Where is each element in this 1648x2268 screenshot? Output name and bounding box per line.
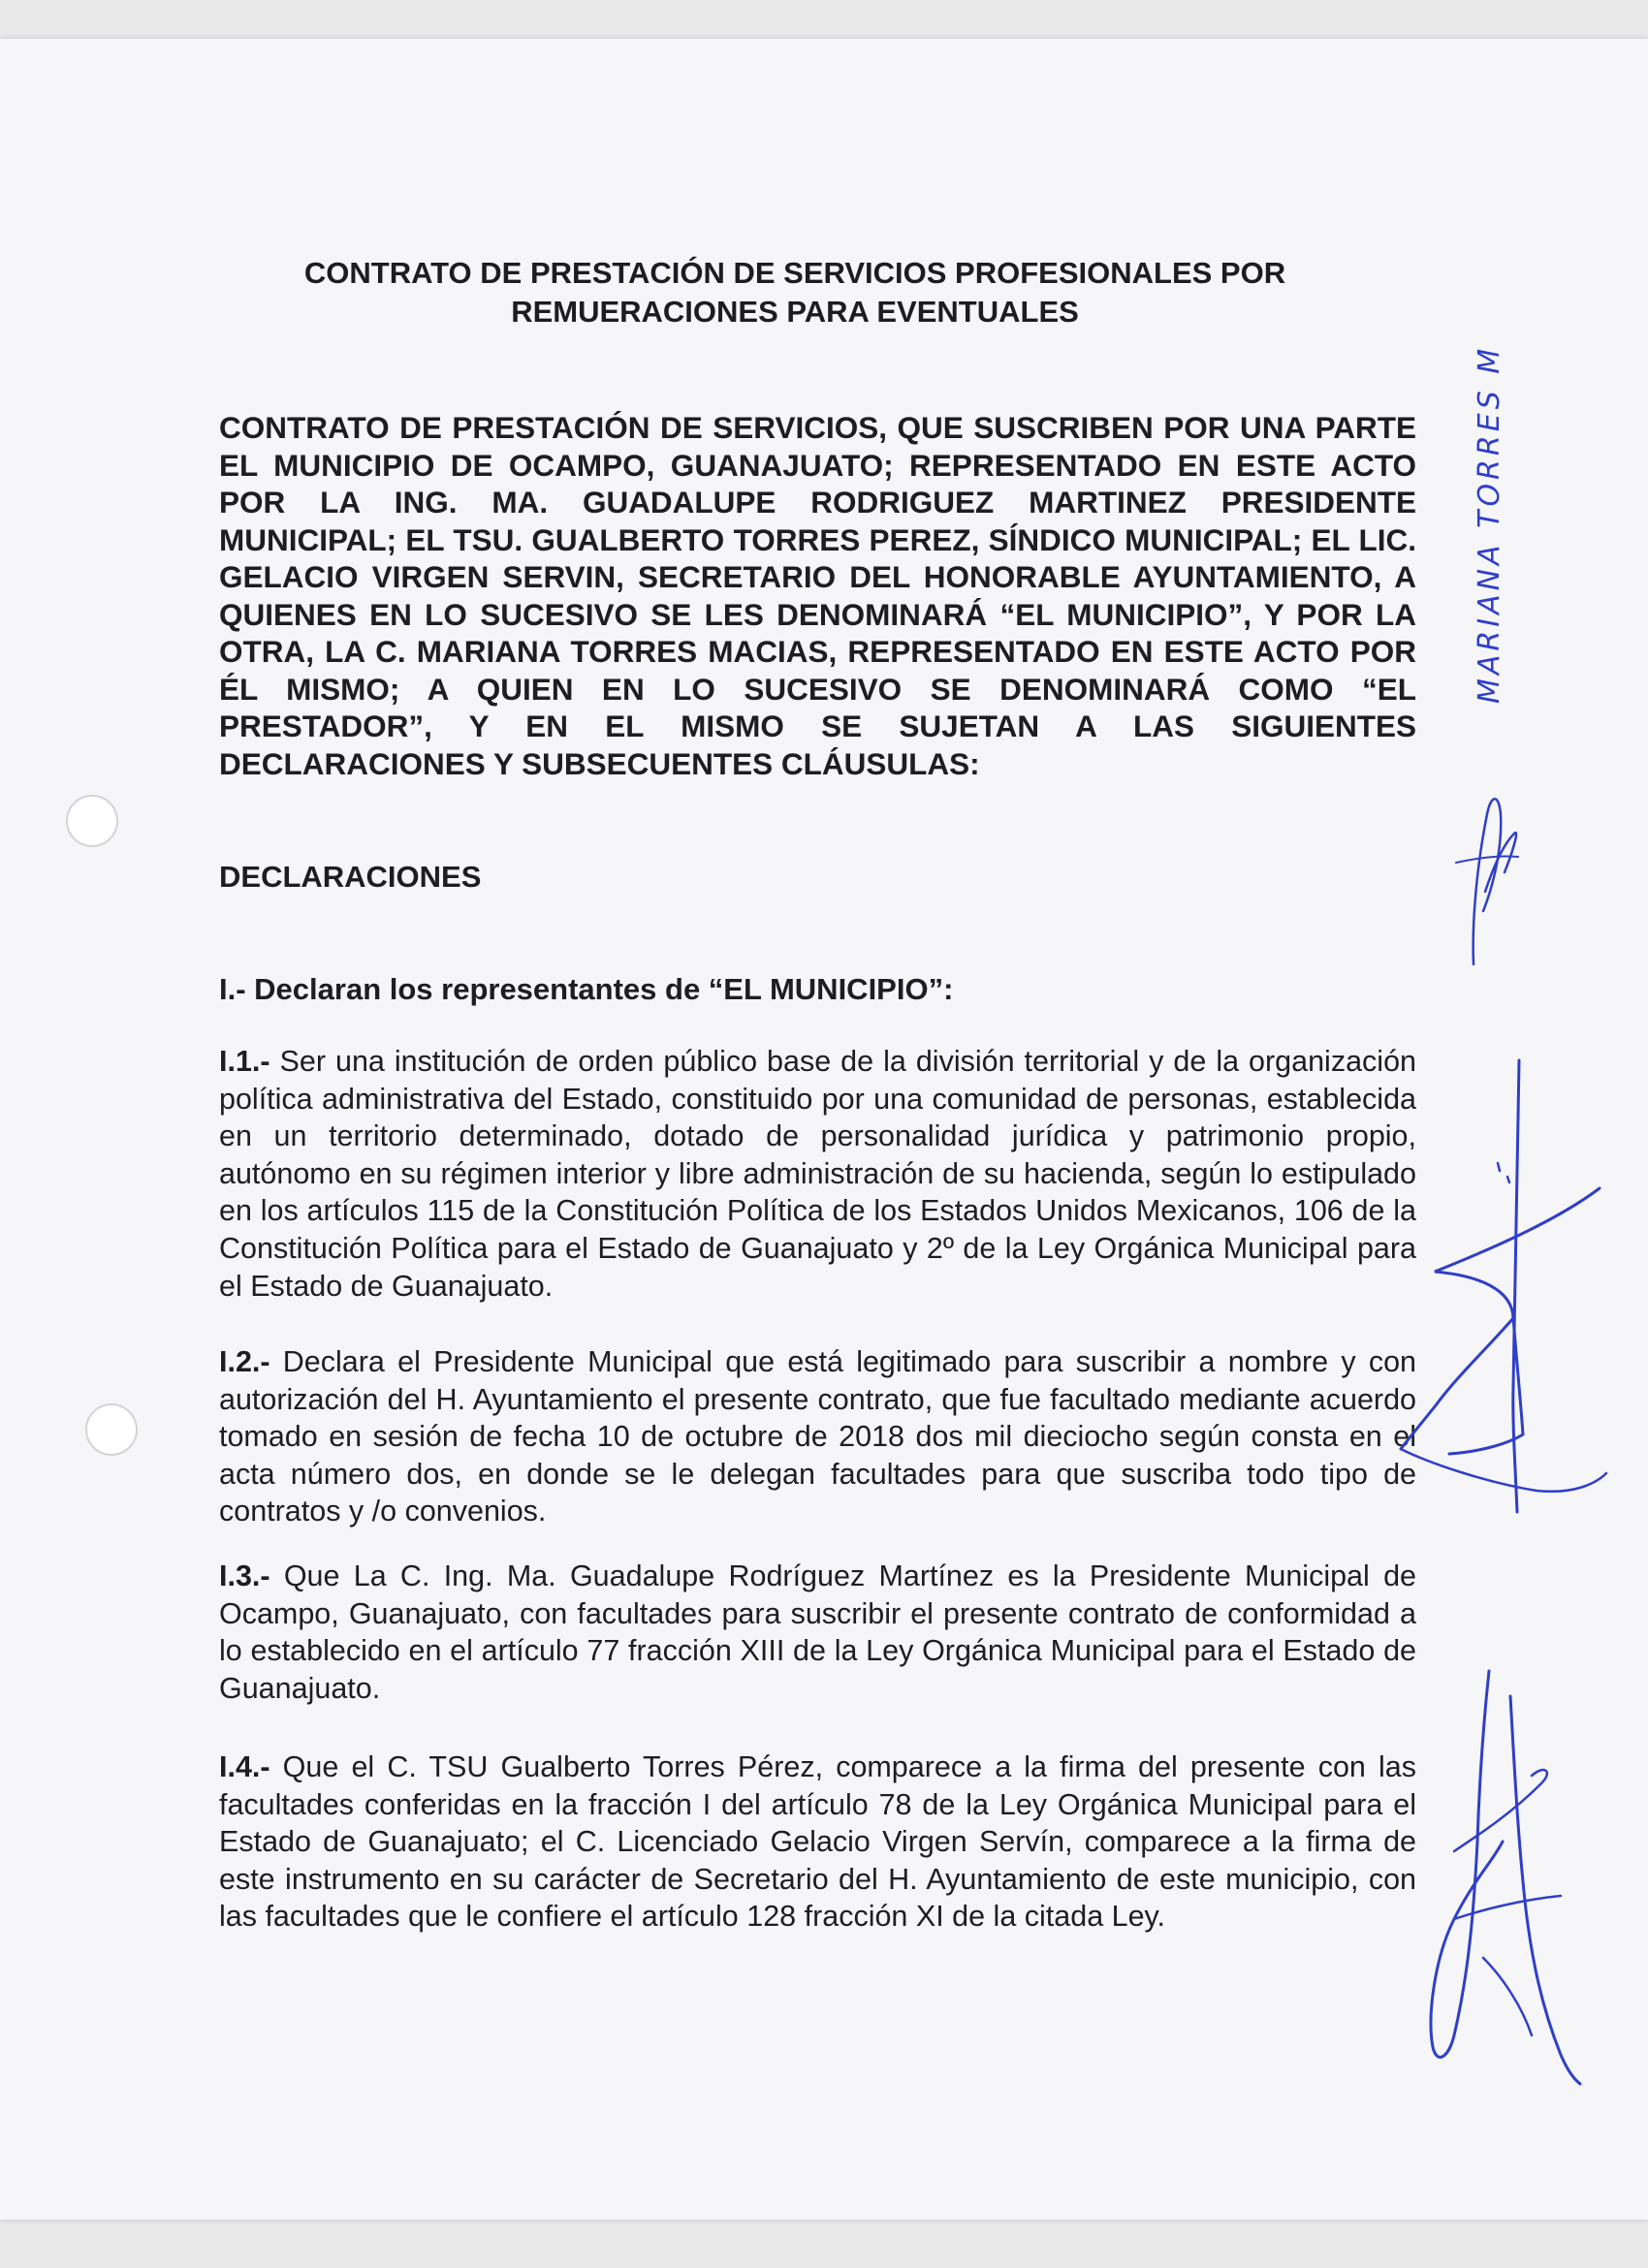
clause-1-4	[219, 1748, 1416, 1936]
margin-initials-signature	[1444, 775, 1532, 984]
clause-number: I.3.-	[219, 1559, 270, 1592]
clause-text: Que el C. TSU Gualberto Torres Pérez, comparece a la firma del presente con las facultades conferidas en la fracción I del artículo 78 de la Ley Orgánica Municipal para el Estado de Guanajuato; el C. Licenciado Gelacio Virgen Servín, comparece a la firma de este instrumento en su carácter de Secretario del H. Ayuntamiento de este municipio, con las facultades que le confiere el artículo 128 fracción XI de la citada Ley.	[219, 1750, 1416, 1934]
punch-hole-top	[66, 795, 118, 847]
clause-1-2	[219, 1343, 1416, 1530]
punch-hole-bottom	[85, 1403, 138, 1456]
clause-1-1	[219, 1043, 1416, 1305]
contract-title	[233, 254, 1357, 331]
subsection-heading-municipio: I.- Declaran los representantes de “EL MUNICIPIO”:	[219, 972, 954, 1006]
clause-text: Declara el Presidente Municipal que está legitimado para suscribir a nombre y con autorización del H. Ayuntamiento el presente contrato, que fue facultado mediante acuerdo tomado en sesión de fecha 10 de octubre de 2018 dos mil dieciocho según consta en el acta número dos, en donde se le delegan facultades para que suscriba todo tipo de contratos y /o convenios.	[219, 1345, 1416, 1528]
margin-signature-mid	[1343, 1056, 1624, 1565]
contract-intro: CONTRATO DE PRESTACIÓN DE SERVICIOS, QUE SUSCRIBEN POR UNA PARTE EL MUNICIPIO DE OCAMPO, GUANAJUATO; REPRESENTADO EN ESTE ACTO POR LA ING. MA. GUADALUPE RODRIGUEZ MARTINEZ PRESIDENTE MUNICIPAL; EL TSU. GUALBERTO TORRES PEREZ, SÍNDICO MUNICIPAL; EL LIC. GELACIO VIRGEN SERVIN, SECRETARIO DEL HONORABLE AYUNTAMIENTO, A QUIENES EN LO SUCESIVO SE LES DENOMINARÁ “EL MUNICIPIO”, Y POR LA OTRA, LA C. MARIANA TORRES MACIAS, REPRESENTADO EN ESTE ACTO POR ÉL MISMO; A QUIEN EN LO SUCESIVO SE DENOMINARÁ COMO “EL PRESTADOR”, Y EN EL MISMO SE SUJETAN A LAS SIGUIENTES DECLARACIONES Y SUBSECUENTES CLÁUSULAS:	[219, 410, 1416, 781]
clause-text: Que La C. Ing. Ma. Guadalupe Rodríguez Martínez es la Presidente Municipal de Ocampo, Guanajuato, con facultades para suscribir el presente contrato de conformidad a lo establecido en el artículo 77 fracción XIII de la Ley Orgánica Municipal para el Estado de Guanajuato.	[219, 1559, 1416, 1705]
clause-number: I.1.-	[219, 1045, 270, 1078]
clause-1-3	[219, 1558, 1416, 1707]
margin-signature-bottom	[1425, 1667, 1619, 2098]
clause-number: I.4.-	[219, 1750, 270, 1783]
handwritten-name-text: MARIANA TORRES M	[1473, 344, 1506, 704]
title-line-1: CONTRATO DE PRESTACIÓN DE SERVICIOS PROFESIONALES POR	[303, 256, 1286, 290]
section-heading-declaraciones: DECLARACIONES	[219, 860, 482, 894]
clause-text: Ser una institución de orden público base de la división territorial y de la organización política administrativa del Estado, constituido por una comunidad de personas, establecida en un territorio determinado, dotado de personalidad jurídica y patrimonio propio, autónomo en su régimen interior y libre administración de su hacienda, según lo estipulado en los artículos 115 de la Constitución Política de los Estados Unidos Mexicanos, 106 de la Constitución Política para el Estado de Guanajuato y 2º de la Ley Orgánica Municipal para el Estado de Guanajuato.	[219, 1045, 1416, 1303]
handwritten-margin-name	[1462, 306, 1520, 713]
title-line-2: REMUERACIONES PARA EVENTUALES	[511, 295, 1079, 329]
clause-number: I.2.-	[219, 1345, 270, 1378]
